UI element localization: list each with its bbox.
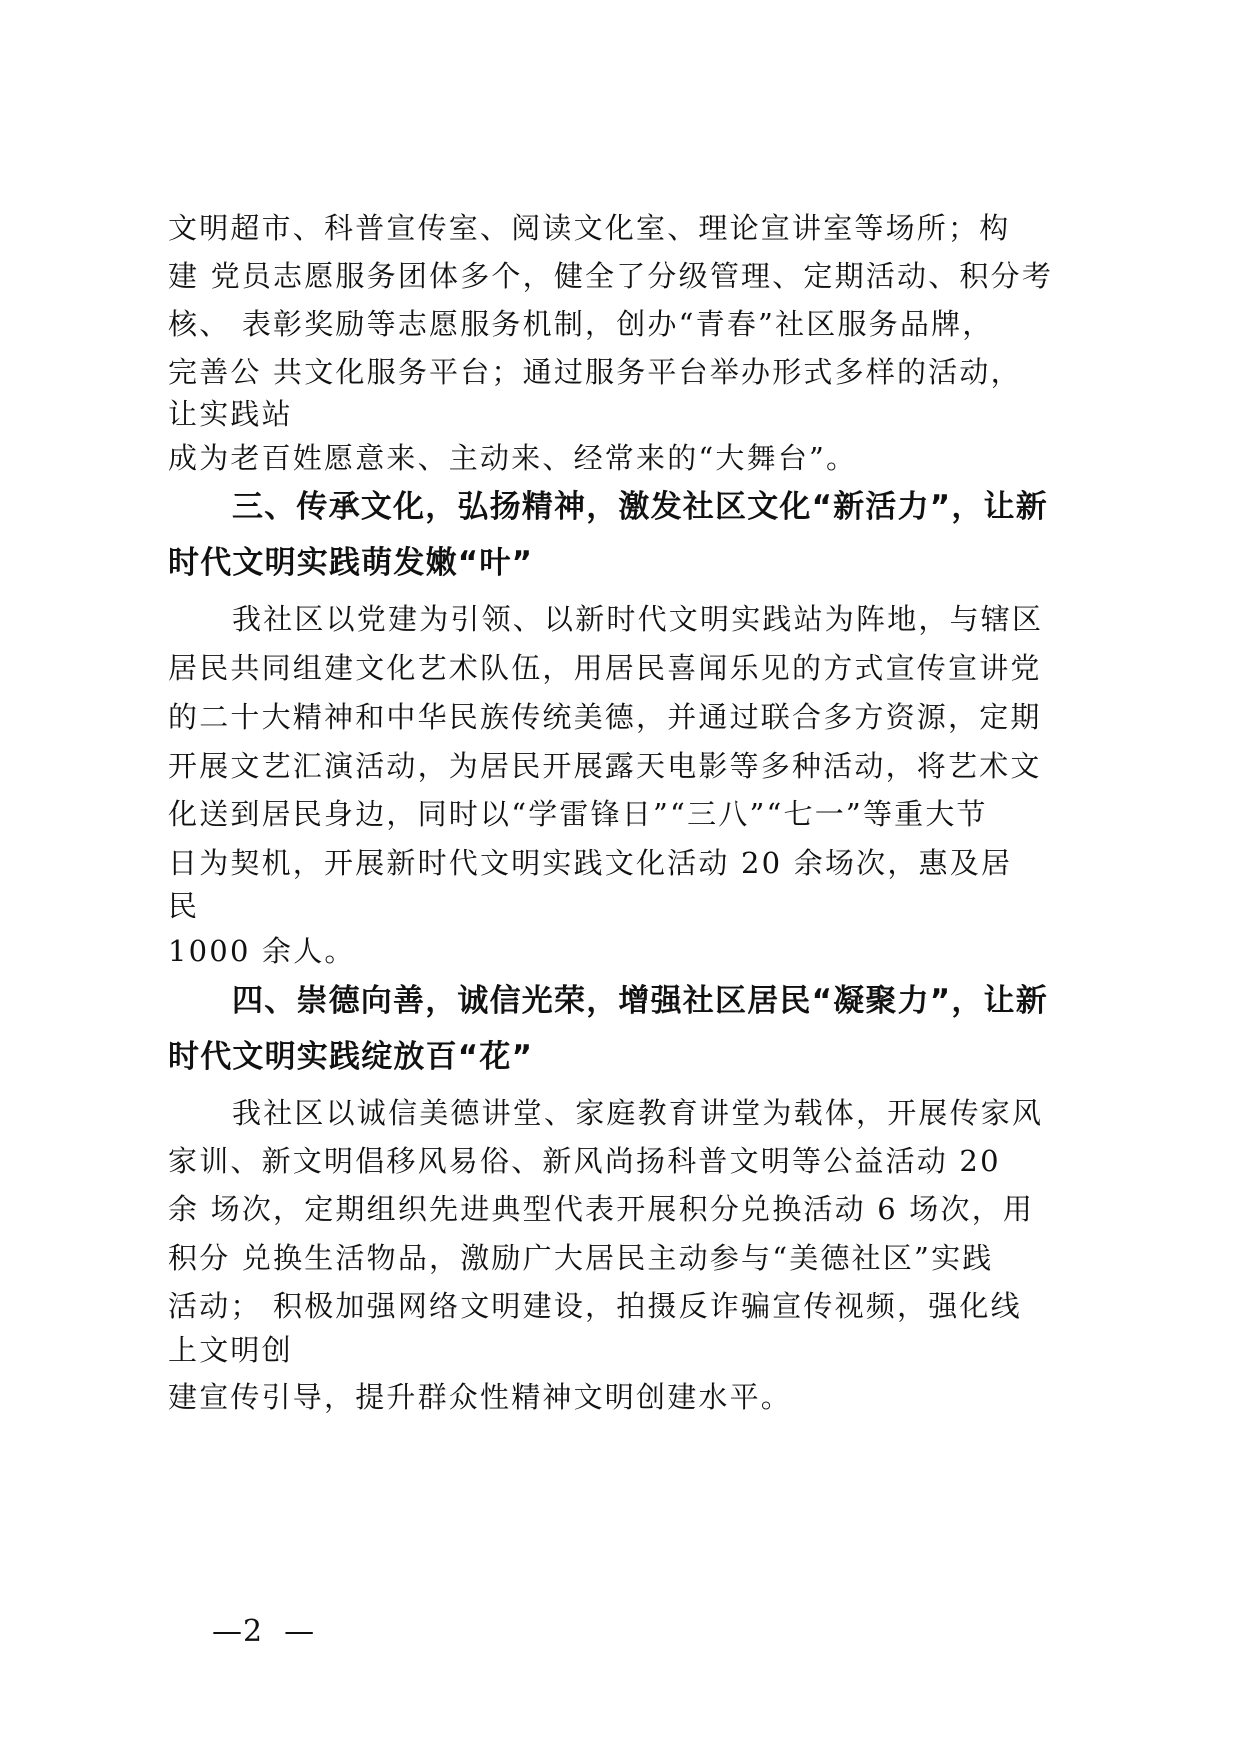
body-text-line: 建宣传引导，提升群众性精神文明创建水平。 (168, 1380, 793, 1414)
section-heading-3: 三、传承文化，弘扬精神，激发社区文化“新活力”，让新 (232, 489, 1048, 525)
body-text-line: 的二十大精神和中华民族传统美德，并通过联合多方资源，定期 (168, 700, 1042, 734)
section-heading-4-continued: 时代文明实践绽放百“花” (168, 1039, 534, 1075)
body-text-line: 家训、新文明倡移风易俗、新风尚扬科普文明等公益活动 20 (168, 1144, 1001, 1178)
section-heading-3-continued: 时代文明实践萌发嫩“叶” (168, 545, 534, 581)
paragraph-first-line: 我社区以诚信美德讲堂、家庭教育讲堂为载体，开展传家风 (232, 1096, 1044, 1130)
body-text-line: 日为契机，开展新时代文明实践文化活动 20 余场次，惠及居 (168, 846, 1013, 880)
paragraph-first-line: 我社区以党建为引领、以新时代文明实践站为阵地，与辖区 (232, 602, 1044, 636)
body-text-line: 居民共同组建文化艺术队伍，用居民喜闻乐见的方式宣传宣讲党 (168, 651, 1042, 685)
body-text-line: 1000 余人。 (168, 934, 356, 968)
body-text-line: 活动； 积极加强网络文明建设，拍摄反诈骗宣传视频，强化线 (168, 1289, 1022, 1323)
body-text-line: 化送到居民身边，同时以“学雷锋日”“三八”“七一”等重大节 (168, 797, 988, 831)
body-text-line: 成为老百姓愿意来、主动来、经常来的“大舞台”。 (168, 441, 858, 475)
body-text-line: 余 场次，定期组织先进典型代表开展积分兑换活动 6 场次，用 (168, 1192, 1035, 1226)
body-text-line: 核、 表彰奖励等志愿服务机制，创办“青春”社区服务品牌， (168, 307, 994, 341)
body-text-line: 积分 兑换生活物品，激励广大居民主动参与“美德社区”实践 (168, 1241, 994, 1275)
body-text-line: 建 党员志愿服务团体多个，健全了分级管理、定期活动、积分考 (168, 259, 1054, 293)
body-text-line: 文明超市、科普宣传室、阅读文化室、理论宣讲室等场所；构 (168, 211, 1011, 245)
body-text-line: 让实践站 (168, 397, 293, 431)
body-text-line: 上文明创 (168, 1333, 293, 1367)
body-text-line: 完善公 共文化服务平台；通过服务平台举办形式多样的活动， (168, 355, 1022, 389)
body-text-line: 民 (168, 889, 200, 923)
page-number: —2 — (212, 1614, 316, 1649)
section-heading-4: 四、崇德向善，诚信光荣，增强社区居民“凝聚力”，让新 (232, 983, 1048, 1019)
body-text-line: 开展文艺汇演活动，为居民开展露天电影等多种活动，将艺术文 (168, 749, 1042, 783)
